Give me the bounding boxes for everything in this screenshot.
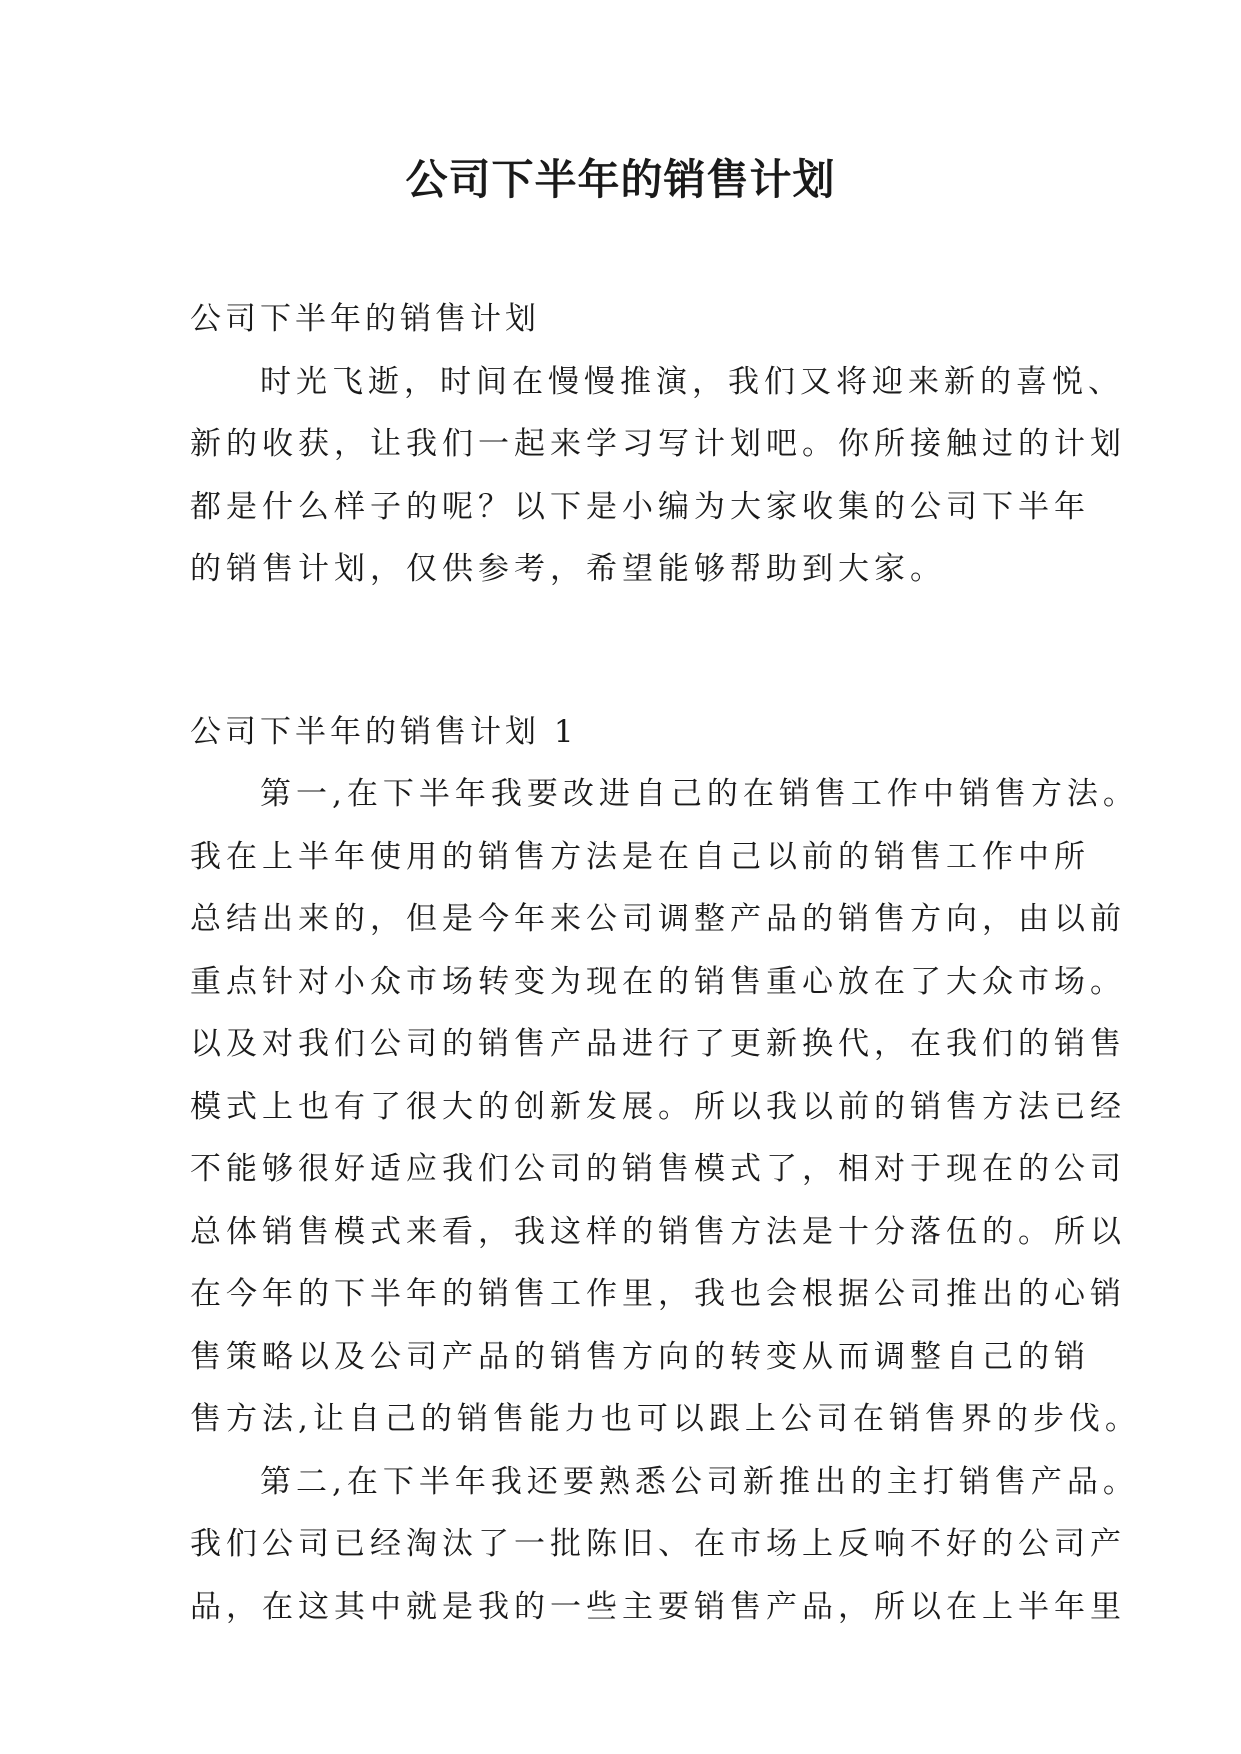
- paragraph-line: 以及对我们公司的销售产品进行了更新换代，在我们的销售: [190, 1026, 1126, 1062]
- paragraph-line: 第二,在下半年我还要熟悉公司新推出的主打销售产品。: [260, 1463, 1139, 1500]
- paragraph: [190, 1451, 1139, 1639]
- paragraph-line: 我在上半年使用的销售方法是在自己以前的销售工作中所: [190, 838, 1090, 875]
- paragraph-line: 售策略以及公司产品的销售方向的转变从而调整自己的销: [190, 1338, 1090, 1375]
- paragraph-line: 我们公司已经淘汰了一批陈旧、在市场上反响不好的公司产: [190, 1526, 1126, 1562]
- paragraph-line: 的销售计划，仅供参考，希望能够帮助到大家。: [190, 551, 946, 587]
- section-heading: 公司下半年的销售计划: [190, 301, 540, 337]
- paragraph-line: 总体销售模式来看，我这样的销售方法是十分落伍的。所以: [190, 1213, 1126, 1250]
- paragraph: [190, 763, 1141, 1451]
- paragraph-line: 新的收获，让我们一起来学习写计划吧。你所接触过的计划: [190, 426, 1126, 462]
- paragraph-line: 时光飞逝，时间在慢慢推演，我们又将迎来新的喜悦、: [260, 363, 1124, 400]
- paragraph-line: 都是什么样子的呢？以下是小编为大家收集的公司下半年: [190, 488, 1090, 525]
- paragraph-line: 重点针对小众市场转变为现在的销售重心放在了大众市场。: [190, 963, 1126, 1000]
- paragraph-line: 在今年的下半年的销售工作里，我也会根据公司推出的心销: [190, 1276, 1126, 1312]
- paragraph-line: 第一,在下半年我要改进自己的在销售工作中销售方法。: [260, 776, 1139, 812]
- paragraph-line: 总结出来的，但是今年来公司调整产品的销售方向，由以前: [190, 901, 1126, 937]
- document-body: [190, 288, 1141, 1638]
- section-spacer: [190, 601, 1070, 701]
- paragraph-line: 不能够很好适应我们公司的销售模式了，相对于现在的公司: [190, 1151, 1126, 1187]
- paragraph: [190, 351, 1126, 601]
- document-title: 公司下半年的销售计划: [405, 155, 836, 204]
- paragraph-line: 模式上也有了很大的创新发展。所以我以前的销售方法已经: [190, 1088, 1126, 1125]
- section-heading: 公司下半年的销售计划 1: [190, 713, 578, 750]
- paragraph-line: 品，在这其中就是我的一些主要销售产品，所以在上半年里: [190, 1588, 1126, 1625]
- paragraph-line: 售方法,让自己的销售能力也可以跟上公司在销售界的步伐。: [190, 1401, 1141, 1437]
